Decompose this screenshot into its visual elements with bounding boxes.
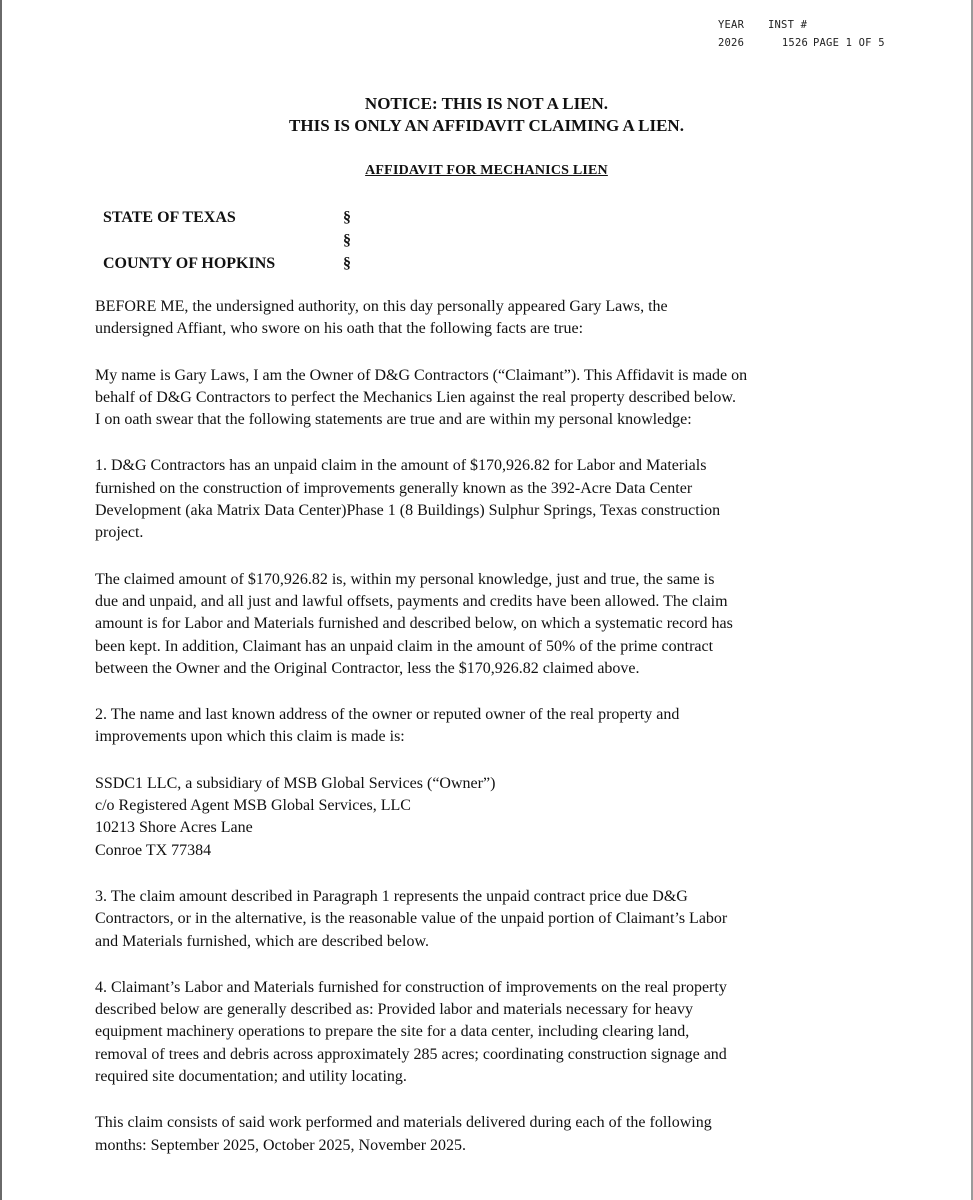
notice-line-1: NOTICE: THIS IS NOT A LIEN. xyxy=(364,94,609,113)
county-label: COUNTY OF HOPKINS xyxy=(103,255,276,272)
notice-line-2: THIS IS ONLY AN AFFIDAVIT CLAIMING A LIEN. xyxy=(289,116,684,135)
paragraph-work-description: 4. Claimant’s Labor and Materials furnished for construction of improvements on the real property described below are generally described as: Provided labor and materials necessary for heavy equipment machinery operations to prepare the site for a data center, including clearing land, removal of trees and debris across approximately 285 acres; coordinating construction signage and required site documentation; and utility locating. xyxy=(95,978,727,1086)
document-title: AFFIDAVIT FOR MECHANICS LIEN xyxy=(365,163,608,178)
inst-value: 1526 xyxy=(781,37,808,49)
page-count: PAGE 1 OF 5 xyxy=(813,37,885,49)
state-label: STATE OF TEXAS xyxy=(103,209,236,226)
owner-address: SSDC1 LLC, a subsidiary of MSB Global Services (“Owner”) c/o Registered Agent MSB Global Services, LLC 10213 Shore Acres Lane Conroe TX 77384 xyxy=(95,774,496,859)
paragraph-contract-price: 3. The claim amount described in Paragraph 1 represents the unpaid contract price due D&G Contractors, or in the alternative, is the reasonable value of the unpaid portion of Claimant’s Labor and Materials furnished, which are described below. xyxy=(95,887,728,950)
venue-block xyxy=(103,206,363,275)
recording-stamp xyxy=(718,16,885,52)
paragraph-work-months: This claim consists of said work performed and materials delivered during each of the following months: September 2025, October 2025, November 2025. xyxy=(95,1114,712,1154)
section-symbol: § xyxy=(343,255,351,272)
paragraph-claim-amount: 1. D&G Contractors has an unpaid claim in the amount of $170,926.82 for Labor and Materials furnished on the construction of improvements generally known as the 392-Acre Data Center Development (aka Matrix Data Center)Phase 1 (8 Buildings) Sulphur Springs, Texas construction project. xyxy=(95,457,721,542)
inst-label: INST # xyxy=(768,19,808,31)
affidavit-body xyxy=(95,296,895,1157)
paragraph-claim-justification: The claimed amount of $170,926.82 is, within my personal knowledge, just and true, the same is due and unpaid, and all just and lawful offsets, payments and credits have been allowed. The claim amount is for Labor and Materials furnished and described below, on which a systematic record has been kept. In addition, Claimant has an unpaid claim in the amount of 50% of the prime contract between the Owner and the Original Contractor, less the $170,926.82 claimed above. xyxy=(95,570,733,677)
section-symbol: § xyxy=(343,209,351,226)
paragraph-owner-intro: 2. The name and last known address of the owner or reputed owner of the real property and improvements upon which this claim is made is: xyxy=(95,706,680,746)
section-symbol: § xyxy=(343,232,351,249)
year-value: 2026 xyxy=(718,37,745,49)
paragraph-appearance: BEFORE ME, the undersigned authority, on this day personally appeared Gary Laws, the undersigned Affiant, who swore on his oath that the following facts are true: xyxy=(95,298,668,338)
paragraph-affiant-identity: My name is Gary Laws, I am the Owner of D&G Contractors (“Claimant”). This Affidavit is made on behalf of D&G Contractors to perfect the Mechanics Lien against the real property described below. I on oath swear that the following statements are true and are within my personal knowledge: xyxy=(95,366,748,429)
page-border-left xyxy=(0,0,2,1200)
year-label: YEAR xyxy=(718,19,745,31)
notice-heading xyxy=(0,93,973,137)
